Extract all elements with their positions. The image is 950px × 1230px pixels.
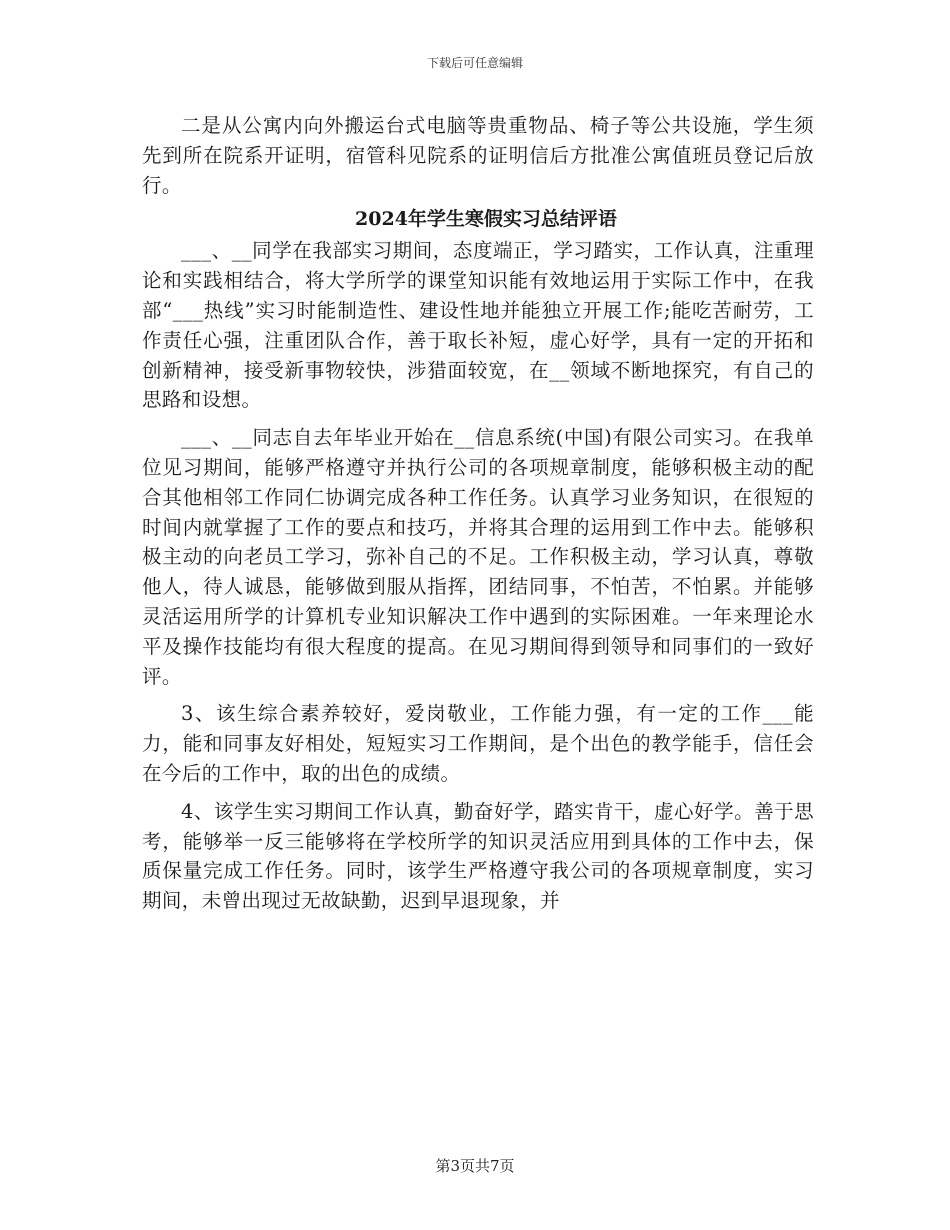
- paragraph-4: 4、该学生实习期间工作认真，勤奋好学，踏实肯干，虚心好学。善于思考，能够举一反三能够将在学校所学的知识灵活应用到具体的工作中去，保质保量完成工作任务。同时，该学生严格遵守我公司的各项规章制度，实习期间，未曾出现过无故缺勤，迟到早退现象，并: [142, 799, 814, 913]
- document-body: [142, 111, 814, 916]
- intro-paragraph: 二是从公寓内向外搬运台式电脑等贵重物品、椅子等公共设施，学生须先到所在院系开证明，宿管科见院系的证明信后方批准公寓值班员登记后放行。: [142, 114, 814, 197]
- page-number: 第3页共7页: [435, 1157, 515, 1175]
- paragraph-3: 3、该生综合素养较好，爱岗敬业，工作能力强，有一定的工作___能力，能和同事友好相处，短短实习工作期间，是个出色的教学能手，信任会在今后的工作中，取的出色的成绩。: [142, 702, 814, 785]
- paragraph-2: ___、__同志自去年毕业开始在__信息系统(中国)有限公司实习。在我单位见习期间，能够严格遵守并执行公司的各项规章制度，能够积极主动的配合其他相邻工作同仁协调完成各种工作任务。认真学习业务知识，在很短的时间内就掌握了工作的要点和技巧，并将其合理的运用到工作中去。能够积极主动的向老员工学习，弥补自己的不足。工作积极主动，学习认真，尊敬他人，待人诚恳，能够做到服从指挥，团结同事，不怕苦，不怕累。并能够灵活运用所学的计算机专业知识解决工作中遇到的实际困难。一年来理论水平及操作技能均有很大程度的提高。在见习期间得到领导和同事们的一致好评。: [142, 426, 814, 688]
- paragraph-1: ___、__同学在我部实习期间，态度端正，学习踏实，工作认真，注重理论和实践相结合，将大学所学的课堂知识能有效地运用于实际工作中，在我部“___热线”实习时能制造性、建设性地并能独立开展工作;能吃苦耐劳，工作责任心强，注重团队合作，善于取长补短，虚心好学，具有一定的开拓和创新精神，接受新事物较快，涉猎面较宽，在__领域不断地探究，有自己的思路和设想。: [142, 239, 814, 412]
- section-title: 2024年学生寒假实习总结评语: [355, 208, 617, 231]
- header-note: 下载后可任意编辑: [426, 56, 523, 70]
